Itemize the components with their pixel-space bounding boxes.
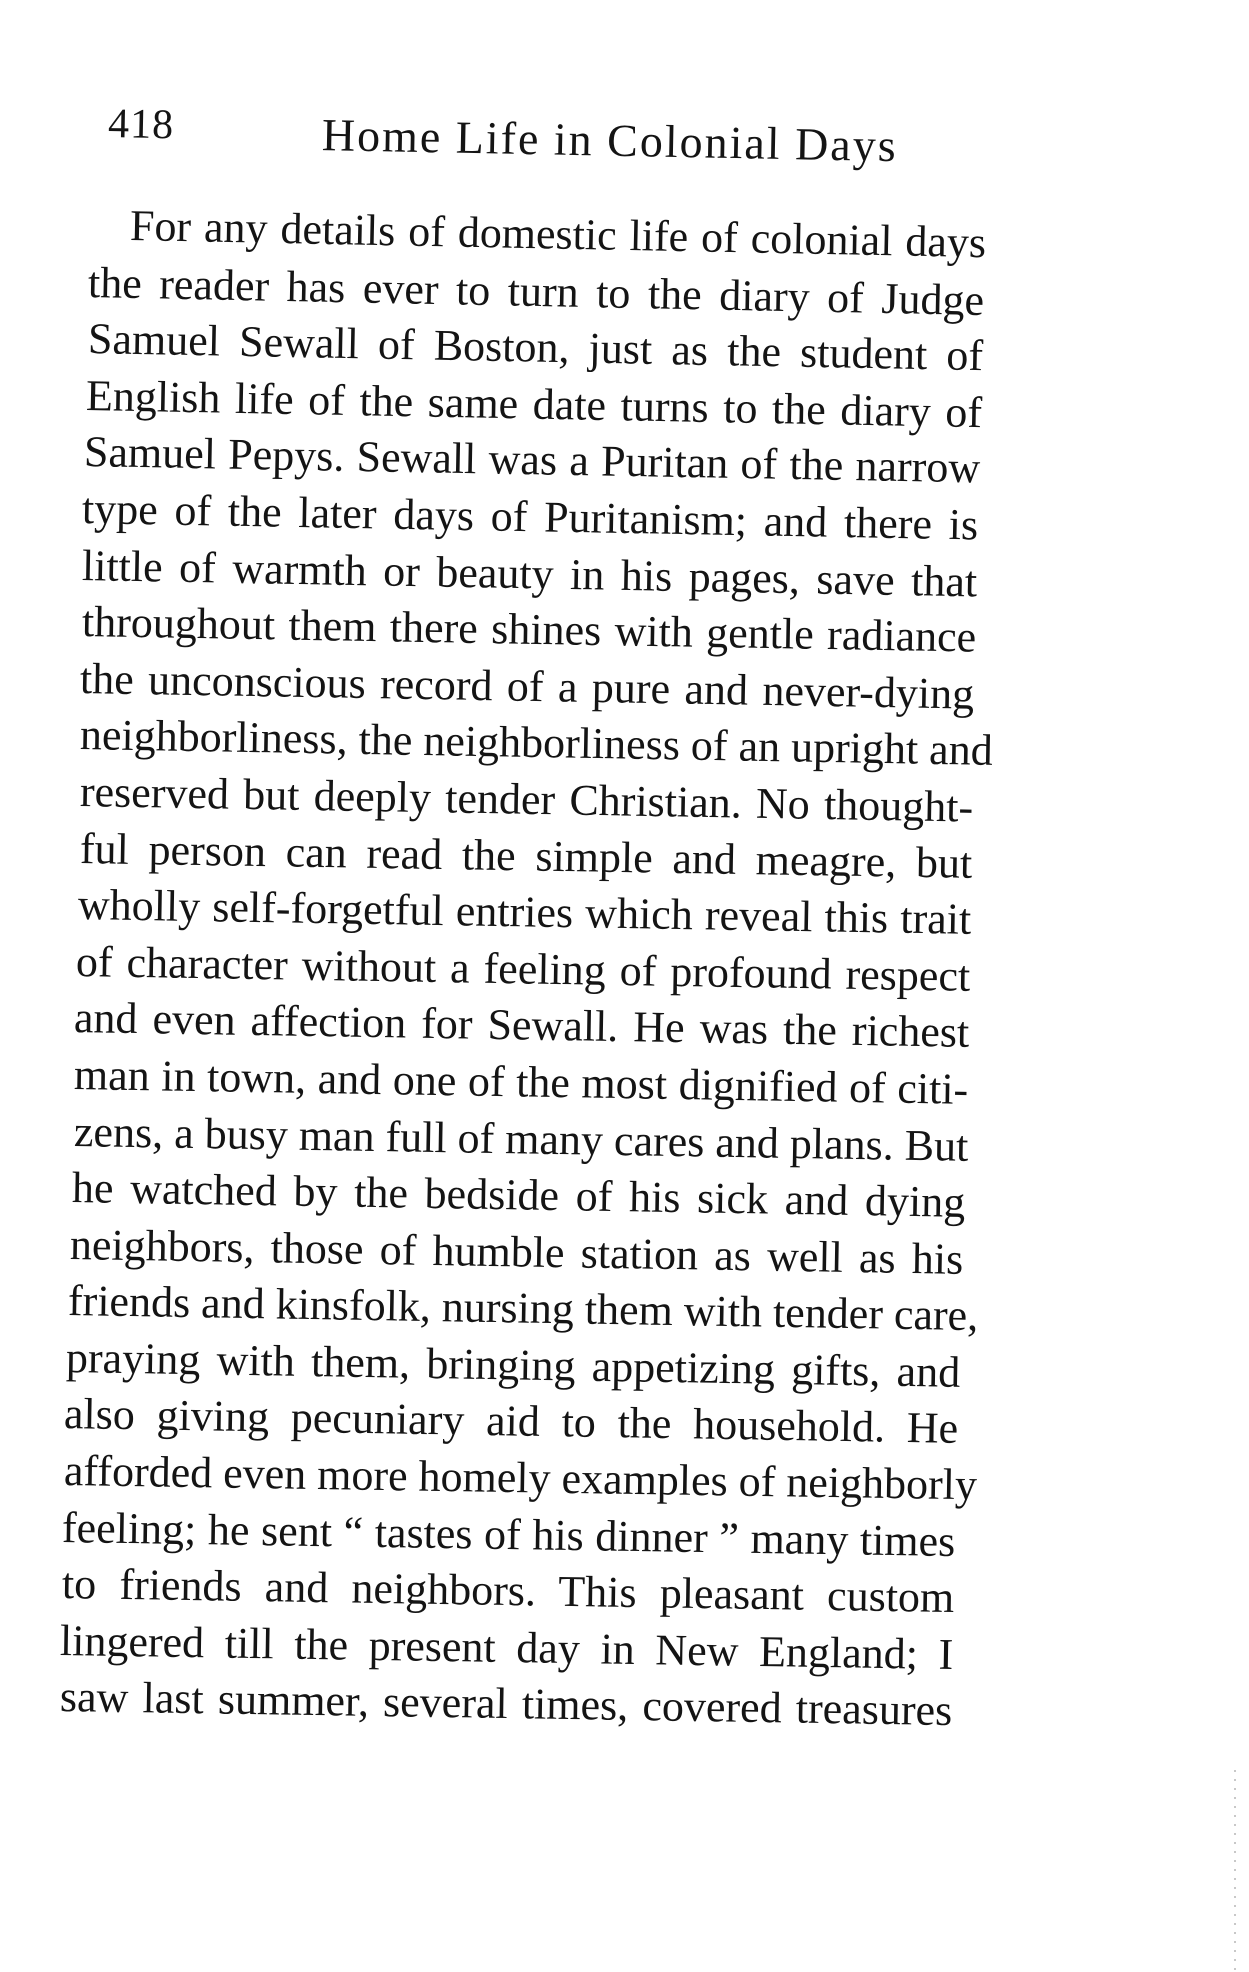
text-line: friends and kinsfolk, nursing them with tender care, xyxy=(67,1276,979,1341)
body-paragraph xyxy=(59,198,1174,1736)
text-line: little of warmth or beauty in his pages, save that xyxy=(81,540,978,606)
text-line: afforded even more homely examples of neighborly xyxy=(63,1446,978,1510)
text-line: and even affection for Sewall. He was the richest xyxy=(73,993,970,1058)
text-line: Samuel Sewall of Boston, just as the student of xyxy=(87,314,984,381)
text-line: neighbors, those of humble station as well as his xyxy=(69,1219,964,1284)
text-line: neighborliness, the neighborliness of an upright and xyxy=(79,710,994,776)
text-line: wholly self-forgetful entries which reveal this trait xyxy=(77,880,972,944)
text-line: also giving pecuniary aid to the household. He xyxy=(63,1389,959,1454)
text-line: the unconscious record of a pure and never-dying xyxy=(79,653,975,719)
text-line: of character without a feeling of profound respect xyxy=(75,936,971,1001)
text-line: man in town, and one of the most dignified of citi- xyxy=(73,1049,969,1114)
text-line: For any details of domestic life of colonial days xyxy=(129,201,987,268)
text-line: reserved but deeply tender Christian. No thought- xyxy=(79,766,974,832)
text-line: praying with them, bringing appetizing gifts, and xyxy=(65,1332,961,1397)
text-line: to friends and neighbors. This pleasant custom xyxy=(61,1559,955,1623)
running-title: Home Life in Colonial Days xyxy=(321,109,899,172)
text-line: the reader has ever to turn to the diary of Judge xyxy=(87,257,985,325)
text-line: saw last summer, several times, covered treasures xyxy=(59,1672,953,1736)
text-line: throughout them there shines with gentle radiance xyxy=(81,597,977,662)
scan-edge-artifact xyxy=(1234,1770,1236,1970)
text-line: feeling; he sent “ tastes of his dinner ” many times xyxy=(61,1502,956,1566)
text-line: ful person can read the simple and meagre, but xyxy=(79,823,973,888)
text-line: Samuel Pepys. Sewall was a Puritan of the narrow xyxy=(83,427,981,493)
text-line: lingered till the present day in New England; I xyxy=(59,1615,954,1679)
page-number: 418 xyxy=(107,101,175,149)
running-head xyxy=(107,100,968,176)
text-line: zens, a busy man full of many cares and plans. But xyxy=(73,1106,969,1171)
text-line: type of the later days of Puritanism; and there is xyxy=(81,483,979,550)
text-line: he watched by the bedside of his sick and dying xyxy=(71,1163,966,1227)
text-line: English life of the same date turns to the diary of xyxy=(85,370,983,437)
